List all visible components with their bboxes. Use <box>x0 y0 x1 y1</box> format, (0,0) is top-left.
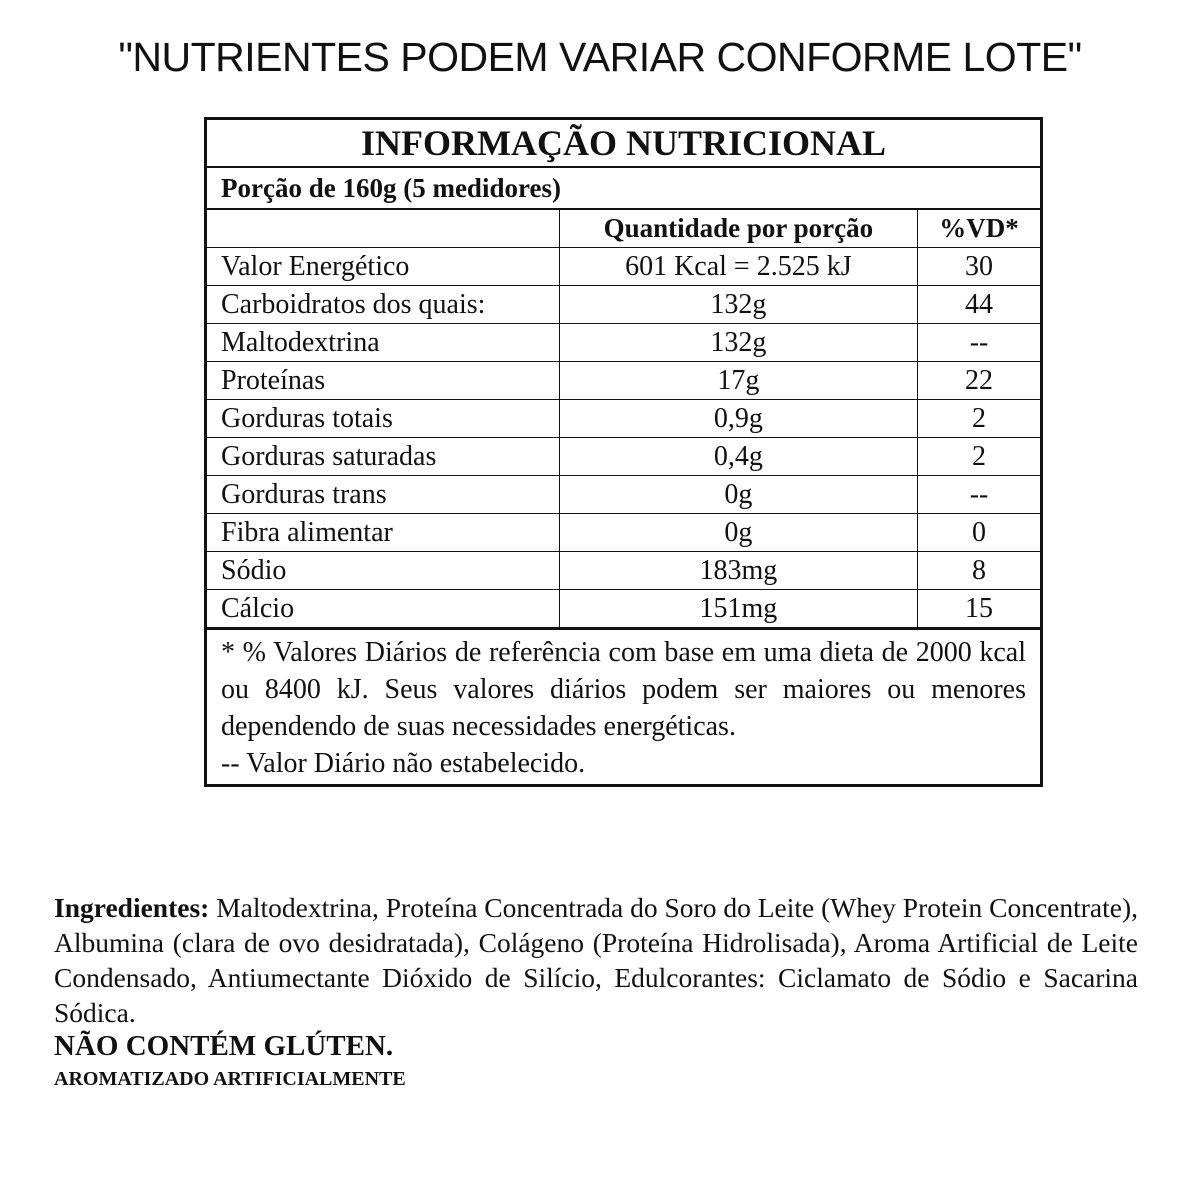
nutrient-name: Gorduras totais <box>207 400 559 438</box>
nutrient-amount: 0,4g <box>559 438 918 476</box>
label-title: INFORMAÇÃO NUTRICIONAL <box>207 120 1040 168</box>
nutrient-dv: 8 <box>918 552 1040 590</box>
nutrient-name: Sódio <box>207 552 559 590</box>
header-dv: %VD* <box>918 210 1040 248</box>
table-row <box>207 286 1040 324</box>
nutrient-name: Carboidratos dos quais: <box>207 286 559 324</box>
nutrient-dv: 30 <box>918 248 1040 286</box>
batch-variation-notice: "NUTRIENTES PODEM VARIAR CONFORME LOTE" <box>118 34 1082 80</box>
label-footnote <box>207 628 1040 784</box>
artificial-flavor-statement: AROMATIZADO ARTIFICIALMENTE <box>54 1068 406 1090</box>
nutrient-amount: 151mg <box>559 590 918 628</box>
nutrient-amount: 183mg <box>559 552 918 590</box>
nutrient-dv: 2 <box>918 400 1040 438</box>
ingredients-label: Ingredientes: <box>54 892 210 923</box>
nutrient-dv: 0 <box>918 514 1040 552</box>
table-row <box>207 324 1040 362</box>
nutrient-name: Gorduras saturadas <box>207 438 559 476</box>
nutrient-amount: 0g <box>559 476 918 514</box>
ingredients-paragraph <box>54 890 1138 1030</box>
gluten-statement: NÃO CONTÉM GLÚTEN. <box>54 1030 394 1062</box>
header-amount: Quantidade por porção <box>559 210 918 248</box>
portion-size: Porção de 160g (5 medidores) <box>207 168 1040 210</box>
table-row <box>207 590 1040 628</box>
table-row <box>207 400 1040 438</box>
nutrient-dv: 2 <box>918 438 1040 476</box>
table-row <box>207 552 1040 590</box>
nutrient-amount: 0g <box>559 514 918 552</box>
nutrition-table <box>207 210 1040 628</box>
nutrient-name: Fibra alimentar <box>207 514 559 552</box>
header-nutrient <box>207 210 559 248</box>
nutrition-facts-label <box>204 117 1043 787</box>
nutrient-dv: -- <box>918 476 1040 514</box>
nutrient-dv: 44 <box>918 286 1040 324</box>
nutrient-amount: 0,9g <box>559 400 918 438</box>
nutrient-amount: 17g <box>559 362 918 400</box>
nutrient-name: Cálcio <box>207 590 559 628</box>
nutrient-name: Maltodextrina <box>207 324 559 362</box>
nutrient-name: Proteínas <box>207 362 559 400</box>
nutrient-amount: 132g <box>559 286 918 324</box>
nutrient-amount: 132g <box>559 324 918 362</box>
nutrient-dv: -- <box>918 324 1040 362</box>
ingredients-list: Maltodextrina, Proteína Concentrada do Soro do Leite (Whey Protein Concentrate), Albumina (clara de ovo desidratada), Colágeno (Proteína Hidrolisada), Aroma Artificial de Leite Condensado, Antiumectante Dióxido de Silício, Edulcorantes: Ciclamato de Sódio e Sacarina Sódica. <box>54 892 1138 1028</box>
nutrient-name: Gorduras trans <box>207 476 559 514</box>
table-row <box>207 476 1040 514</box>
table-row <box>207 362 1040 400</box>
nutrient-name: Valor Energético <box>207 248 559 286</box>
nutrient-dv: 15 <box>918 590 1040 628</box>
table-header-row <box>207 210 1040 248</box>
table-row <box>207 438 1040 476</box>
nutrient-dv: 22 <box>918 362 1040 400</box>
dv-not-established-note: -- Valor Diário não estabelecido. <box>221 748 586 779</box>
nutrient-amount: 601 Kcal = 2.525 kJ <box>559 248 918 286</box>
daily-value-note: * % Valores Diários de referência com base em uma dieta de 2000 kcal ou 8400 kJ. Seus valores diários podem ser maiores ou menores dependendo de suas necessidades energéticas. <box>221 637 1026 742</box>
table-row <box>207 248 1040 286</box>
table-row <box>207 514 1040 552</box>
